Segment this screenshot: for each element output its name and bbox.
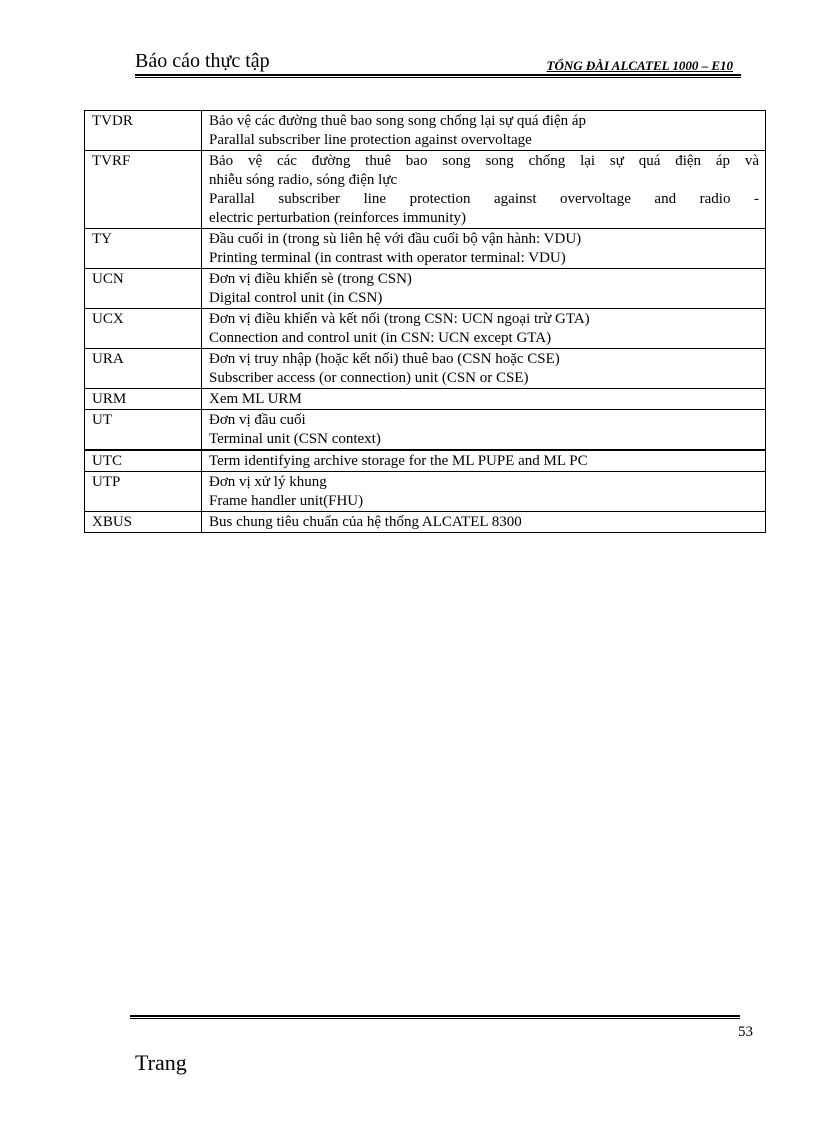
- report-title: Báo cáo thực tập: [135, 50, 270, 72]
- glossary-table: [84, 110, 766, 533]
- description-line: Subscriber access (or connection) unit (CSN or CSE): [209, 370, 529, 386]
- description-line: Đơn vị đầu cuối: [209, 412, 306, 428]
- table-row: [85, 450, 766, 472]
- table-row: [85, 309, 766, 349]
- description-cell: [202, 269, 766, 309]
- term-cell: UTC: [85, 450, 202, 472]
- description-line: Đầu cuối in (trong sù liên hệ với đầu cuối bộ vận hành: VDU): [209, 231, 582, 247]
- description-cell: [202, 309, 766, 349]
- table-row: [85, 229, 766, 269]
- table-row: [85, 151, 766, 229]
- table-row: [85, 472, 766, 512]
- term-cell: UTP: [85, 472, 202, 512]
- description-cell: [202, 450, 766, 472]
- description-cell: [202, 389, 766, 410]
- description-line: Parallal subscriber line protection against overvoltage and radio -: [209, 191, 759, 207]
- description-line: Bảo vệ các đường thuê bao song song chống lại sự quá điện áp và: [209, 153, 759, 169]
- description-line: nhiễu sóng radio, sóng điện lực: [209, 172, 398, 188]
- description-line: Connection and control unit (in CSN: UCN except GTA): [209, 330, 552, 346]
- term-cell: TY: [85, 229, 202, 269]
- term-cell: TVRF: [85, 151, 202, 229]
- table-row: [85, 512, 766, 533]
- footer-rule: [130, 1015, 740, 1019]
- term-cell: TVDR: [85, 111, 202, 151]
- description-line: Đơn vị điều khiển sè (trong CSN): [209, 271, 412, 287]
- footer-label: Trang: [135, 1050, 187, 1075]
- description-line: Frame handler unit(FHU): [209, 493, 364, 509]
- table-row: [85, 389, 766, 410]
- description-line: Bus chung tiêu chuẩn của hệ thống ALCATEL 8300: [209, 514, 522, 530]
- description-line: Xem ML URM: [209, 391, 302, 407]
- document-title: TỔNG ĐÀI ALCATEL 1000 – E10: [546, 58, 733, 73]
- header-rule: [135, 74, 741, 78]
- page-number: 53: [738, 1024, 753, 1040]
- description-line: Digital control unit (in CSN): [209, 290, 383, 306]
- term-cell: UCX: [85, 309, 202, 349]
- table-row: [85, 410, 766, 451]
- description-line: Terminal unit (CSN context): [209, 431, 381, 447]
- description-cell: [202, 229, 766, 269]
- description-cell: [202, 472, 766, 512]
- term-cell: UT: [85, 410, 202, 451]
- term-cell: XBUS: [85, 512, 202, 533]
- description-line: Parallal subscriber line protection against overvoltage: [209, 132, 532, 148]
- description-cell: [202, 111, 766, 151]
- description-cell: [202, 410, 766, 451]
- description-line: Printing terminal (in contrast with operator terminal: VDU): [209, 250, 566, 266]
- term-cell: UCN: [85, 269, 202, 309]
- table-row: [85, 349, 766, 389]
- description-line: Đơn vị điều khiển và kết nối (trong CSN: UCN ngoại trừ GTA): [209, 311, 590, 327]
- description-cell: [202, 151, 766, 229]
- page-header: [135, 50, 741, 78]
- description-cell: [202, 349, 766, 389]
- table-row: [85, 269, 766, 309]
- term-cell: URA: [85, 349, 202, 389]
- description-line: Đơn vị xử lý khung: [209, 474, 327, 490]
- description-line: electric perturbation (reinforces immunity): [209, 210, 466, 226]
- table-row: [85, 111, 766, 151]
- description-line: Term identifying archive storage for the ML PUPE and ML PC: [209, 453, 588, 469]
- description-line: Bảo vệ các đường thuê bao song song chống lại sự quá điện áp: [209, 113, 587, 129]
- description-line: Đơn vị truy nhập (hoặc kết nối) thuê bao (CSN hoặc CSE): [209, 351, 560, 367]
- description-cell: [202, 512, 766, 533]
- term-cell: URM: [85, 389, 202, 410]
